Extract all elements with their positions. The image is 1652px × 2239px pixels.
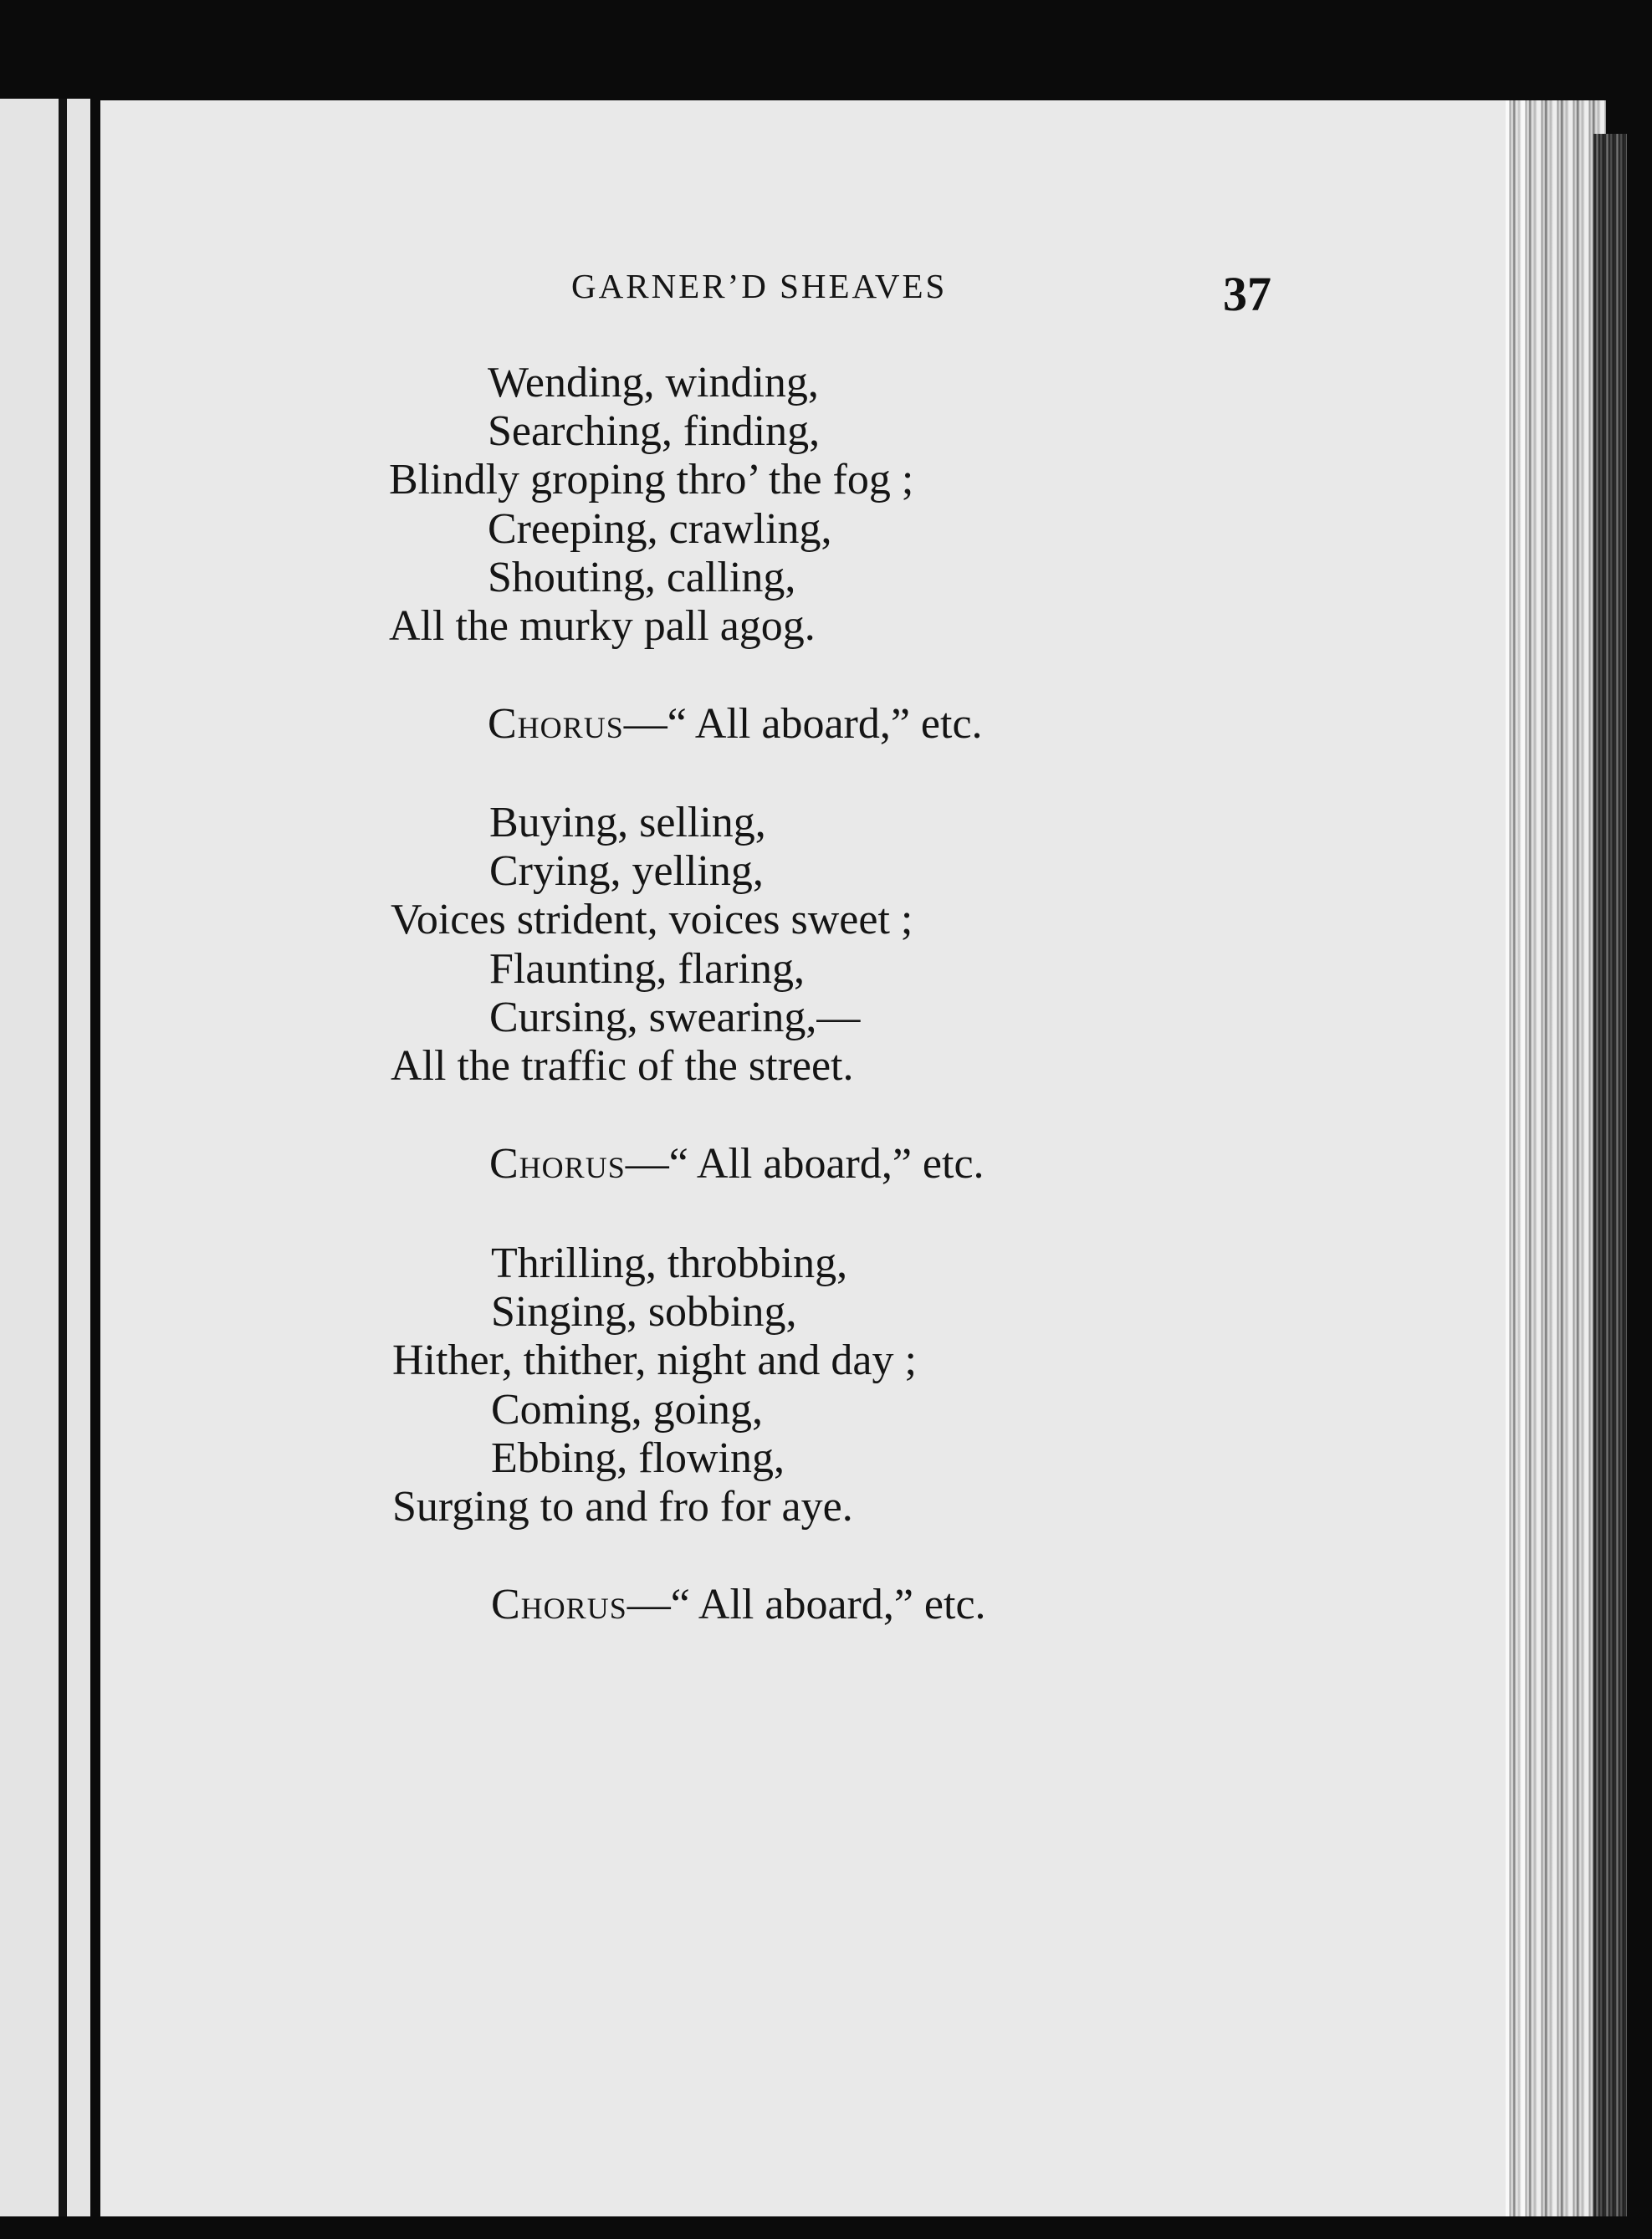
chorus-label: Chorus bbox=[491, 1581, 627, 1628]
stanza-3-line-2: Singing, sobbing, bbox=[491, 1288, 797, 1336]
bottom-shadow bbox=[0, 2216, 1652, 2239]
stanza-2-line-4: Flaunting, flaring, bbox=[489, 945, 805, 993]
stanza-2-line-2: Crying, yelling, bbox=[489, 847, 764, 895]
page-fore-edge-shadow bbox=[1593, 134, 1627, 2225]
stanza-1-line-1: Wending, winding, bbox=[488, 359, 819, 406]
stanza-2-line-6: All the traffic of the street. bbox=[391, 1042, 854, 1090]
stanza-1-line-4: Creeping, crawling, bbox=[488, 505, 832, 553]
stanza-2-line-3: Voices strident, voices sweet ; bbox=[391, 896, 913, 943]
gutter-line bbox=[59, 99, 67, 2223]
running-title: GARNER’D SHEAVES bbox=[571, 267, 948, 305]
stanza-2-line-1: Buying, selling, bbox=[489, 799, 766, 846]
page-number: 37 bbox=[1223, 267, 1271, 321]
stanza-3-line-1: Thrilling, throbbing, bbox=[491, 1240, 848, 1287]
chorus-label: Chorus bbox=[488, 700, 624, 748]
stanza-1-line-6: All the murky pall agog. bbox=[389, 602, 816, 650]
stanza-2-line-5: Cursing, swearing,— bbox=[489, 994, 861, 1041]
page-fore-edge bbox=[1506, 100, 1606, 2225]
stanza-3-line-5: Ebbing, flowing, bbox=[491, 1434, 785, 1482]
stanza-1-line-3: Blindly groping thro’ the fog ; bbox=[389, 456, 914, 504]
chorus-label: Chorus bbox=[489, 1140, 626, 1188]
left-page-edge bbox=[0, 99, 90, 2223]
stanza-3-chorus bbox=[491, 1583, 986, 1627]
stanza-1-chorus bbox=[488, 700, 983, 748]
stanza-1-line-2: Searching, finding, bbox=[488, 407, 821, 455]
stanza-3-line-6: Surging to and fro for aye. bbox=[392, 1483, 853, 1531]
stanza-3-line-3: Hither, thither, night and day ; bbox=[392, 1337, 917, 1384]
stanza-3-line-4: Coming, going, bbox=[491, 1386, 764, 1434]
stanza-1-line-5: Shouting, calling, bbox=[488, 554, 796, 601]
chorus-text: —“ All aboard,” etc. bbox=[623, 700, 983, 748]
stanza-2-chorus bbox=[489, 1140, 985, 1188]
chorus-text: —“ All aboard,” etc. bbox=[627, 1581, 986, 1628]
chorus-text: —“ All aboard,” etc. bbox=[625, 1140, 985, 1188]
